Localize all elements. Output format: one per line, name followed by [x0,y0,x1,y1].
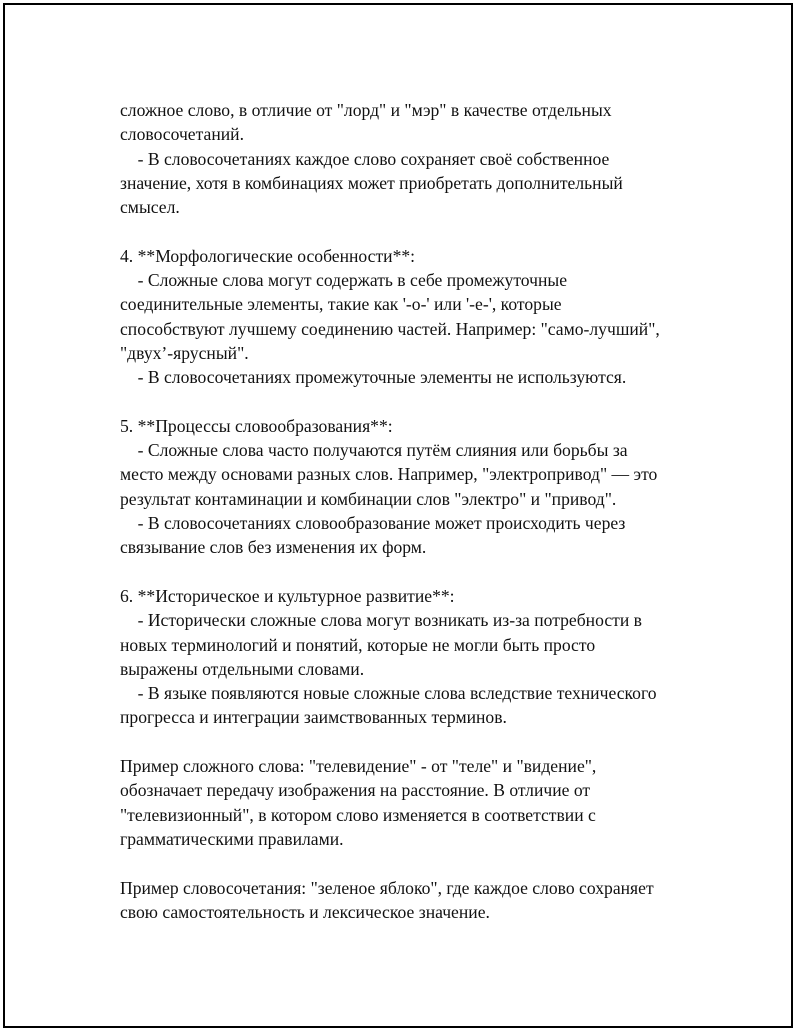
paragraph-gap [120,730,720,754]
text-line: значение, хотя в комбинациях может приобретать дополнительный [120,172,623,193]
text-line: смысел. [120,197,180,218]
text-line: свою самостоятельность и лексическое значение. [120,901,490,922]
text-line: новых терминологий и понятий, которые не могли быть просто [120,634,596,655]
paragraph-gap [120,219,720,243]
text-line: 4. **Морфологические особенности**: [120,245,416,266]
text-line: сложное слово, в отличие от "лорд" и "мэр" в качестве отдельных [120,100,612,120]
paragraph [120,98,720,219]
text-line: Пример сложного слова: "телевидение" - от "теле" и "видение", [120,756,597,777]
text-line: связывание слов без изменения их форм. [120,537,427,558]
paragraph [120,414,720,560]
text-line: обозначает передачу изображения на расстояние. В отличие от [120,780,591,801]
text-line: - В словосочетаниях промежуточные элементы не используются. [120,367,627,388]
paragraph [120,754,720,851]
text-line: "телевизионный", в котором слово изменяется в соответствии с [120,804,596,825]
text-line: "двух’-ярусный". [120,342,249,363]
document-body [120,98,720,924]
text-line: - В словосочетаниях словообразование может происходить через [120,513,626,534]
text-line: грамматическими правилами. [120,828,344,849]
text-line: выражены отдельными словами. [120,658,365,679]
paragraph-gap [120,560,720,584]
text-line: - Исторически сложные слова могут возникать из-за потребности в [120,610,642,631]
text-line: способствуют лучшему соединению частей. Например: "само-лучший", [120,318,660,339]
text-line: - Сложные слова могут содержать в себе промежуточные [120,270,568,291]
paragraph-gap [120,390,720,414]
text-line: - В словосочетаниях каждое слово сохраняет своё собственное [120,148,610,169]
text-line: 5. **Процессы словообразования**: [120,415,393,436]
text-line: 6. **Историческое и культурное развитие**: [120,585,455,606]
paragraph [120,244,720,390]
paragraph [120,876,720,925]
text-line: результат контаминации и комбинации слов "электро" и "привод". [120,488,617,509]
document-page [3,3,793,1028]
text-line: место между основами разных слов. Например, "электропривод" — это [120,464,658,485]
text-line: Пример словосочетания: "зеленое яблоко", где каждое слово сохраняет [120,877,654,898]
text-line: словосочетаний. [120,124,244,145]
text-line: прогресса и интеграции заимствованных терминов. [120,707,507,728]
text-line: - Сложные слова часто получаются путём слияния или борьбы за [120,440,628,461]
text-line: - В языке появляются новые сложные слова вследствие технического [120,683,657,704]
paragraph [120,584,720,730]
text-line: соединительные элементы, такие как '-о-' или '-е-', которые [120,294,562,315]
paragraph-gap [120,851,720,875]
